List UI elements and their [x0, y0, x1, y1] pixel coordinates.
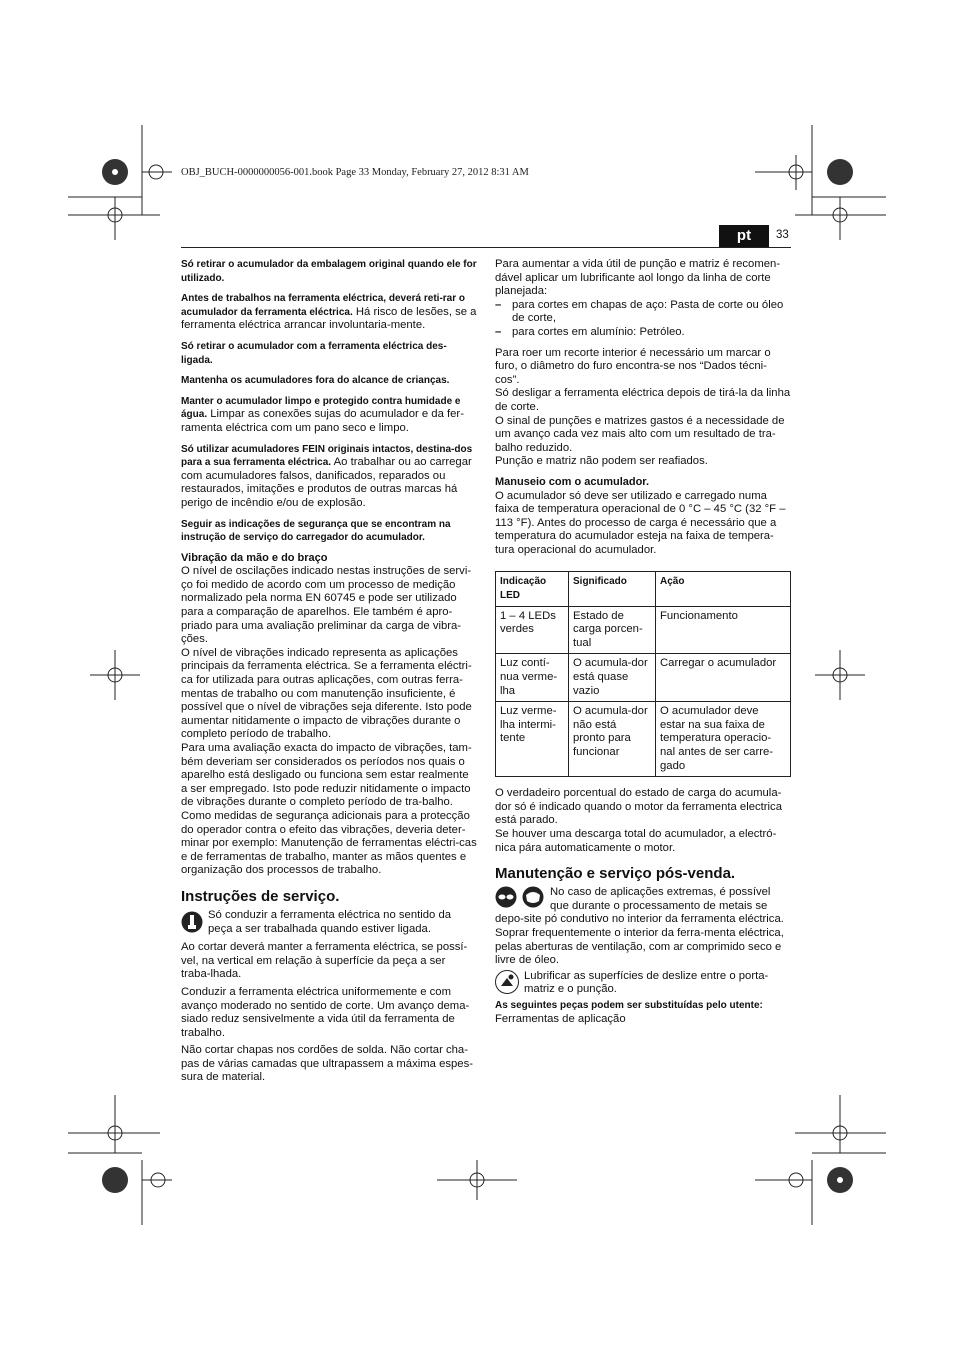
replaceable-parts-item: Ferramentas de aplicação: [495, 1012, 626, 1025]
vibration-paragraph-2: O nível de vibrações indicado representa as aplicações principais da ferramenta eléctrica. Se a ferramenta eléctri-ca for utilizada para outras aplicações, com outras ferra-mentas de trabalho ou com manutenção insuficiente, é possível que o nível de vibrações seja diferente. Isto pode aumentar nitidamente o impacto de vibrações durante o completo período de trabalho.: [181, 646, 472, 741]
safety-note-6: Só utilizar acumuladores FEIN originais intactos, destina-dos para a sua ferramenta eléctrica. Ao trabalhar ou ao carregar com acumuladores falsos, danificados, reparados ou restaurados, imitações e produtos de outras marcas há perigo de incêndio e/ou de explosão.: [181, 443, 473, 509]
inner-cutout-paragraph: Para roer um recorte interior é necessário um marcar o furo, o diâmetro do furo encontra-se nos “Dados técni-cos”.: [495, 346, 771, 386]
header-rule: [181, 247, 791, 248]
left-column: [181, 258, 477, 1085]
vibration-paragraph-3: Para uma avaliação exacta do impacto de vibrações, tam-bém deveriam ser considerados os períodos nos quais o aparelho está desligado ou funciona sem estar realmente a ser empregado. Isto pode reduzir nitidamente o impacto de vibrações durante o completo período de tra-balho.: [181, 742, 472, 809]
safety-note-7: Seguir as indicações de segurança que se encontram na instrução de serviço do carregador do acumulador.: [181, 518, 451, 544]
led-indicator-table: [495, 571, 791, 777]
vibration-heading: Vibração da mão e do braço: [181, 551, 328, 564]
no-resharpen-paragraph: Punção e matriz não podem ser reafiados.: [495, 455, 708, 468]
instructions-paragraph-3: Conduzir a ferramenta eléctrica uniformemente e com avanço moderado no sentido de corte. Um avanço dema-siado reduz sensivelmente a vida útil da ferramenta de trabalho.: [181, 985, 470, 1039]
vibration-paragraph-4: Como medidas de segurança adicionais para a protecção do operador contra o efeito das vibrações, deveria deter-minar por exemplo: Manutenção de ferramentas eléctri-cas e de ferramentas de trabalho, manter as mãos quentes e organização dos processos de trabalho.: [181, 809, 477, 877]
protective-gear-icons: [495, 886, 545, 913]
table-header-cell: Indicação LED: [496, 572, 569, 606]
maintenance-heading: Manutenção e serviço pós-venda.: [495, 865, 736, 883]
battery-handling-paragraph: O acumulador só deve ser utilizado e carregado numa faixa de temperatura operacional de 0 °C – 45 °C (32 °F – 113 °F). Antes do processo de carga é necessário que a temperatura do acumulador esteja na faixa de tempera-tura operacional do acumulador.: [495, 489, 786, 556]
safety-note-1: Só retirar o acumulador da embalagem original quando ele for utilizado.: [181, 259, 477, 284]
table-header-row: [496, 572, 791, 606]
safety-note-5: Manter o acumulador limpo e protegido contra humidade e água. Limpar as conexões sujas do acumulador e da fer-ramenta eléctrica com um pano seco e limpo.: [181, 395, 464, 434]
table-cell: O acumula-dor está quase vazio: [569, 654, 656, 702]
list-item: – para cortes em chapas de aço: Pasta de corte ou óleo de corte,: [495, 298, 784, 325]
table-cell: O acumula-dor não está pronto para funcionar: [569, 702, 656, 777]
vibration-paragraph-1: O nível de oscilações indicado nestas instruções de servi-ço foi medido de acordo com um processo de medição normalizado pela norma EN 60745 e pode ser utilizado para a comparação de aparelhos. Ele também é apro-priado para uma avaliação preliminar da carga de vibra-ções.: [181, 565, 472, 646]
page-number: 33: [776, 229, 789, 241]
language-badge: pt: [719, 225, 769, 247]
lubricant-intro: Para aumentar a vida útil de punção e matriz é recomen-dável aplicar um lubrificante aol longo da linha de corte planejada:: [495, 258, 781, 298]
instructions-paragraph-2: Ao cortar deverá manter a ferramenta eléctrica, se possí-vel, na vertical em relação à superfície da peça a ser traba-lhada.: [181, 941, 468, 981]
table-cell: Carregar o acumulador: [656, 654, 791, 702]
hand-tool-icon: [181, 911, 203, 938]
table-cell: Estado de carga porcen-tual: [569, 606, 656, 654]
maintenance-paragraph-2: Lubrificar as superfícies de deslize entre o porta-matriz e o punção.: [495, 970, 791, 997]
print-header: OBJ_BUCH-0000000056-001.book Page 33 Monday, February 27, 2012 8:31 AM: [181, 167, 529, 178]
worn-punch-paragraph: O sinal de punções e matrizes gastos é a necessidade de um avanço cada vez mais alto com um resultado de tra-balho reduzido.: [495, 414, 785, 454]
maintenance-paragraph-1: No caso de aplicações extremas, é possível que durante o processamento de metais se depo-site pó condutivo no interior da ferramenta eléctrica. Soprar frequentemente o interior da ferra-menta eléctrica, pelas aberturas de ventilação, com ar comprimido seco e livre de óleo.: [495, 886, 784, 967]
charge-state-paragraph: O verdadeiro porcentual do estado de carga do acumula-dor só é indicado quando o motor da ferramenta electrica está parado.: [495, 787, 782, 827]
list-item: – para cortes em alumínio: Petróleo.: [495, 325, 685, 338]
instructions-paragraph-1: Só conduzir a ferramenta eléctrica no sentido da peça a ser trabalhada quando estiver ligada.: [181, 909, 477, 936]
table-cell: Funcionamento: [656, 606, 791, 654]
table-header-cell: Significado: [569, 572, 656, 606]
table-header-cell: Ação: [656, 572, 791, 606]
table-row: [496, 654, 791, 702]
table-cell: Luz verme-lha intermi-tente: [496, 702, 569, 777]
instructions-heading: Instruções de serviço.: [181, 887, 340, 905]
battery-handling-heading: Manuseio com o acumulador.: [495, 475, 650, 488]
table-cell: O acumulador deve estar na sua faixa de temperatura operacio-nal antes de ser carre-gado: [656, 702, 791, 777]
deep-discharge-paragraph: Se houver uma descarga total do acumulador, a electró-nica pára automaticamente o motor.: [495, 827, 777, 854]
instructions-paragraph-4: Não cortar chapas nos cordões de solda. Não cortar cha-pas de várias camadas que ultrapassem a máxima espes-sura de material.: [181, 1044, 473, 1084]
table-cell: 1 – 4 LEDs verdes: [496, 606, 569, 654]
lubricate-icon: [495, 970, 519, 999]
switch-off-paragraph: Só desligar a ferramenta eléctrica depois de tirá-la da linha de corte.: [495, 387, 791, 413]
right-column: [495, 258, 791, 1026]
replaceable-parts-heading: As seguintes peças podem ser substituídas pelo utente:: [495, 999, 763, 1011]
table-cell: Luz contí-nua verme-lha: [496, 654, 569, 702]
table-row: [496, 606, 791, 654]
safety-note-4: Mantenha os acumuladores fora do alcance de crianças.: [181, 375, 450, 387]
table-row: [496, 702, 791, 777]
safety-note-2: Antes de trabalhos na ferramenta eléctrica, deverá reti-rar o acumulador da ferramenta eléctrica. Há risco de lesões, se a ferramenta eléctrica arrancar involuntaria-mente.: [181, 293, 477, 332]
safety-note-3: Só retirar o acumulador com a ferramenta eléctrica des-ligada.: [181, 340, 447, 366]
